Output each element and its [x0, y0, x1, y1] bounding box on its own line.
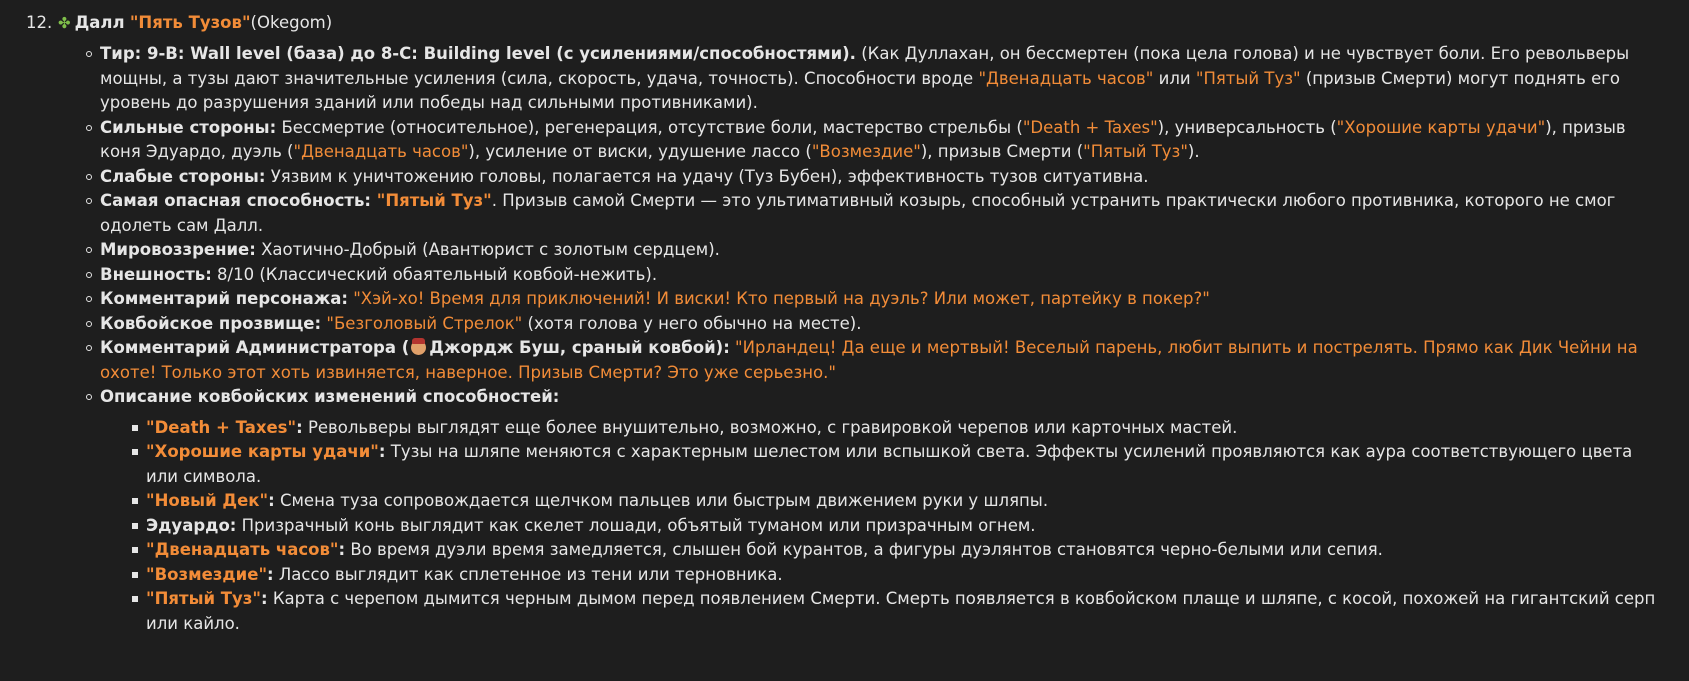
- strengths-text: ), призыв Смерти (: [920, 142, 1084, 161]
- list-item-changes: [100, 385, 1669, 636]
- list-item-dangerous-ability: [100, 189, 1669, 238]
- weaknesses-label: Слабые стороны:: [100, 166, 266, 186]
- alignment-text: Хаотично-Добрый (Авантюрист с золотым сердцем).: [255, 240, 720, 259]
- sublist-item: [146, 587, 1669, 636]
- tier-text: или: [1153, 68, 1196, 88]
- list-item-character-comment: [100, 287, 1669, 312]
- strengths-text: Бессмертие (относительное), регенерация, отсутствие боли, мастерство стрельбы (: [276, 117, 1023, 137]
- changes-sublist: [100, 416, 1669, 637]
- change-colon: :: [268, 491, 275, 510]
- sublist-item: [146, 563, 1669, 588]
- sublist-item: [146, 416, 1669, 441]
- sublist-item: [146, 489, 1669, 514]
- change-name: Эдуардо:: [146, 515, 237, 535]
- list-item-alignment: [100, 238, 1669, 263]
- list-number: 12.: [26, 12, 53, 32]
- tier-ability-2: "Пятый Туз": [1195, 68, 1301, 88]
- admin-quote: "Ирландец! Да еще и мертвый! Веселый парень, любит выпить и пострелять. Прямо как Дик Чейни на охоте! Только этот хоть извиняется, наверное. Призыв Смерти? Это уже серьезно.": [100, 338, 1638, 382]
- change-name: "Пятый Туз": [146, 589, 261, 608]
- nickname-text: (хотя голова у него обычно на месте).: [522, 313, 862, 333]
- strengths-ability: "Пятый Туз": [1083, 142, 1188, 161]
- change-name: "Возмездие": [146, 564, 268, 584]
- dangerous-text: . Призыв самой Смерти — это ультимативный козырь, способный устранить практически любого противника, которого не смог одолеть сам Далл.: [100, 191, 1616, 235]
- dangerous-label: Самая опасная способность:: [100, 191, 371, 210]
- change-text: Тузы на шляпе меняются с характерным шелестом или вспышкой света. Эффекты усилений проявляются как аура соответствующего цвета или символа.: [146, 442, 1633, 486]
- change-colon: :: [260, 589, 268, 608]
- change-colon: :: [296, 417, 303, 437]
- tier-text: (Как Дуллахан, он бессмертен (пока цела голова) и не чувствует боли. Его револьверы мощны, а тузы дают значительные усиления (сила, скорость, удача, точность). Способности вроде: [100, 44, 1630, 88]
- list-heading: [26, 10, 1669, 36]
- list-item-strengths: [100, 116, 1669, 165]
- change-colon: :: [378, 442, 386, 461]
- change-colon: :: [338, 540, 346, 559]
- change-name: "Новый Дек": [146, 491, 269, 510]
- comment-label: Комментарий персонажа:: [100, 289, 348, 308]
- sublist-item: [146, 538, 1669, 563]
- comment-quote: "Хэй-хо! Время для приключений! И виски! Кто первый на дуэль? Или может, партейку в покер?": [347, 289, 1210, 308]
- list-item-tier: [100, 42, 1669, 116]
- strengths-text: ), призыв коня Эдуардо, дуэль (: [100, 117, 1626, 161]
- four-leaf-clover-icon: ✤: [58, 13, 71, 32]
- change-text: Лассо выглядит как сплетенное из тени или терновника.: [273, 564, 783, 584]
- weaknesses-text: Уязвим к уничтожению головы, полагается на удачу (Туз Бубен), эффективность тузов ситуативна.: [265, 166, 1149, 186]
- change-text: Смена туза сопровождается щелчком пальцев или быстрым движением руки у шляпы.: [274, 491, 1049, 510]
- alignment-label: Мировоззрение:: [100, 240, 256, 259]
- admin-label: Комментарий Администратора (: [100, 338, 410, 357]
- list-item-nickname: [100, 312, 1669, 337]
- strengths-ability: "Хорошие карты удачи": [1336, 117, 1546, 137]
- change-text: Револьверы выглядят еще более внушительно, возможно, с гравировкой черепов или карточных мастей.: [302, 417, 1238, 437]
- tier-text: (призыв Смерти) могут поднять его уровень до разрушения зданий или победы над сильными противниками).: [100, 68, 1620, 112]
- nickname-label: Ковбойское прозвище:: [100, 313, 322, 333]
- change-text: Во время дуэли время замедляется, слышен бой курантов, а фигуры дуэлянтов становятся черно-белыми или сепия.: [345, 540, 1383, 559]
- tier-ability-1: "Двенадцать часов": [978, 68, 1154, 88]
- details-list: [0, 42, 1669, 636]
- change-name: "Death + Taxes": [146, 417, 297, 437]
- list-item-admin-comment: [100, 336, 1669, 385]
- strengths-ability: "Death + Taxes": [1022, 117, 1158, 137]
- list-item-weaknesses: [100, 165, 1669, 190]
- looks-label: Внешность:: [100, 264, 212, 284]
- change-colon: :: [267, 564, 274, 584]
- strengths-ability: "Двенадцать часов": [293, 142, 469, 161]
- list-item-looks: [100, 263, 1669, 288]
- tier-label: Тир: 9-B: Wall level (база) до 8-C: Building level (с усилениями/способностями).: [100, 44, 856, 63]
- strengths-text: ), универсальность (: [1157, 117, 1337, 137]
- dangerous-ability-name: "Пятый Туз": [371, 191, 492, 210]
- looks-text: 8/10 (Классический обаятельный ковбой-нежить).: [211, 264, 658, 284]
- sublist-item: [146, 440, 1669, 489]
- change-name: "Хорошие карты удачи": [146, 442, 379, 461]
- strengths-label: Сильные стороны:: [100, 117, 277, 137]
- change-name: "Двенадцать часов": [146, 540, 339, 559]
- admin-label-name: Джордж Буш, сраный ковбой):: [429, 338, 730, 357]
- cowboy-face-emoji-icon: [411, 340, 426, 355]
- strengths-text: ).: [1187, 142, 1200, 161]
- character-name-prefix: Далл: [74, 12, 125, 32]
- change-text: Карта с черепом дымится черным дымом перед появлением Смерти. Смерть появляется в ковбойском плаще и шляпе, с косой, похожей на гигантский серп или кайло.: [146, 589, 1656, 633]
- character-nickname: "Пять Тузов": [129, 12, 251, 32]
- character-author: (Okegom): [250, 12, 333, 32]
- strengths-ability: "Возмездие": [811, 142, 921, 161]
- sublist-item: [146, 514, 1669, 539]
- strengths-text: ), усиление от виски, удушение лассо (: [468, 142, 812, 161]
- nickname-quote: "Безголовый Стрелок": [321, 313, 523, 333]
- change-text: Призрачный конь выглядит как скелет лошади, объятый туманом или призрачным огнем.: [236, 515, 1036, 535]
- changes-label: Описание ковбойских изменений способностей:: [100, 387, 560, 406]
